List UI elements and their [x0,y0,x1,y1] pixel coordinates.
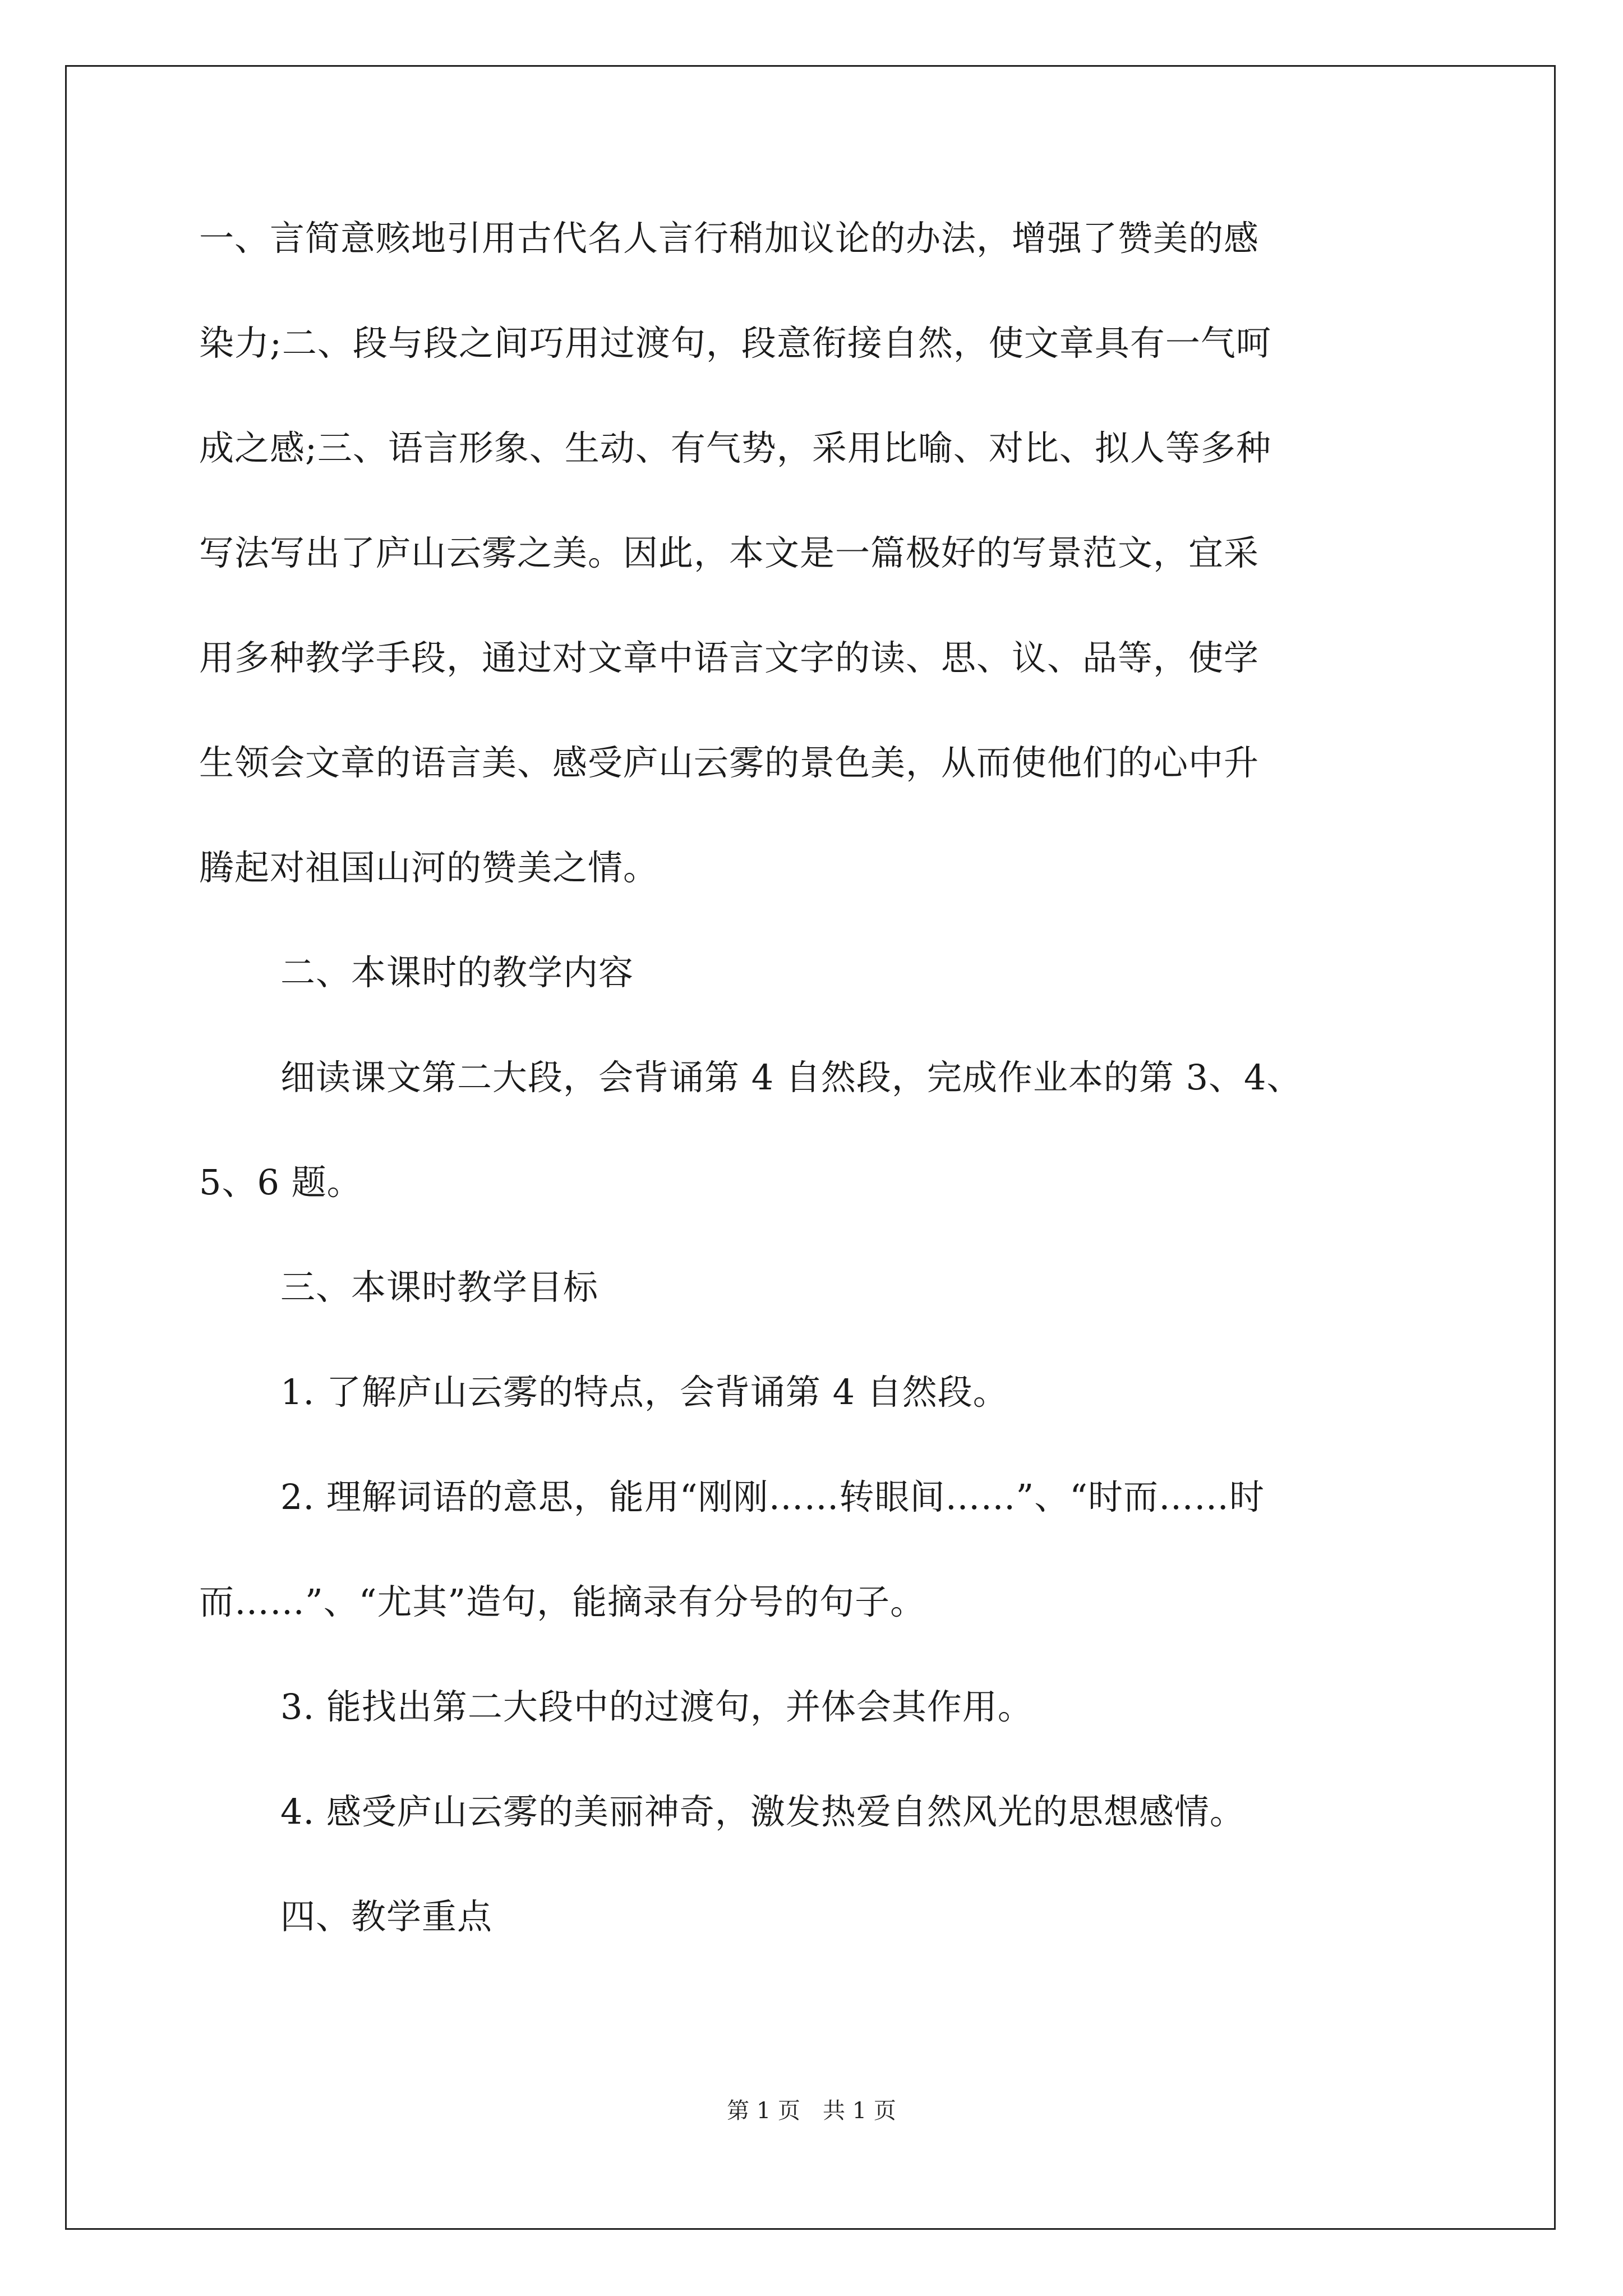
paragraph-line: 成之感;三、语言形象、生动、有气势，采用比喻、对比、拟人等多种 [199,427,1271,468]
paragraph-line: 腾起对祖国山河的赞美之情。 [199,847,659,888]
page-footer: 第 1 页 共 1 页 [727,2098,896,2124]
paragraph-line: 用多种教学手段，通过对文章中语言文字的读、思、议、品等，使学 [199,637,1260,678]
goal-item-continuation: 而……”、“尤其”造句，能摘录有分号的句子。 [199,1581,926,1622]
paragraph-line: 生领会文章的语言美、感受庐山云雾的景色美，从而使他们的心中升 [199,742,1260,783]
goal-item: 1. 了解庐山云雾的特点，会背诵第 4 自然段。 [280,1372,1008,1412]
paragraph-line: 一、言简意赅地引用古代名人言行稍加议论的办法，增强了赞美的感 [199,218,1260,259]
section-heading: 三、本课时教学目标 [280,1267,599,1308]
section-heading: 二、本课时的教学内容 [280,952,634,993]
paragraph-line: 写法写出了庐山云雾之美。因此，本文是一篇极好的写景范文，宜采 [199,532,1260,573]
goal-item: 2. 理解词语的意思，能用“刚刚……转眼间……”、“时而……时 [280,1476,1265,1517]
paragraph-line: 染力;二、段与段之间巧用过渡句，段意衔接自然，使文章具有一气呵 [199,323,1271,364]
section-content-line: 细读课文第二大段，会背诵第 4 自然段，完成作业本的第 3、4、 [280,1057,1302,1098]
section-heading: 四、教学重点 [280,1896,493,1937]
section-content-line: 5、6 题。 [199,1162,362,1203]
goal-item: 3. 能找出第二大段中的过渡句，并体会其作用。 [280,1686,1033,1727]
goal-item: 4. 感受庐山云雾的美丽神奇，激发热爱自然风光的思想感情。 [280,1791,1245,1832]
